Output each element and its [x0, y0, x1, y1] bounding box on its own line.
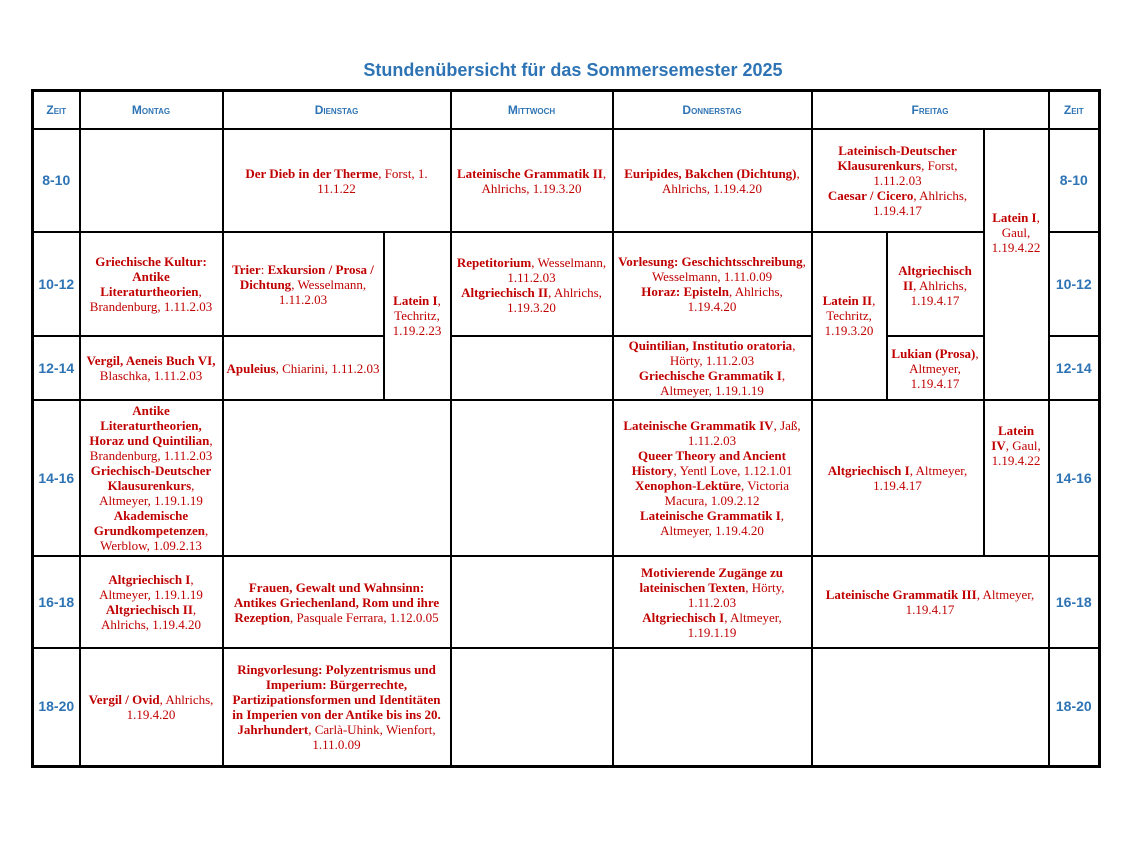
header-zeit-right: Zeit [1049, 91, 1100, 130]
row-10-12 [33, 232, 1100, 336]
course-title: Altgriechisch I [642, 609, 725, 625]
cell-di-10 [223, 232, 384, 336]
course-details: , Altmeyer, 1.19.4.20 [660, 508, 785, 538]
course-title: Altgriechisch I [108, 572, 191, 587]
course-title: Trier [232, 261, 261, 277]
course-entry [227, 166, 447, 196]
course-title: Xenophon-Lektüre [635, 478, 741, 493]
course-title: Latein I [992, 210, 1037, 225]
course-details: Blaschka, 1.11.2.03 [99, 368, 203, 383]
course-entry [988, 210, 1045, 255]
course-entry [891, 263, 980, 308]
course-details: , Altmeyer, 1.19.1.19 [99, 572, 203, 602]
course-details: , Ahlrichs, 1.19.3.20 [481, 165, 607, 196]
course-title: Queer Theory and Ancient History [631, 448, 786, 478]
course-entry [227, 262, 380, 307]
cell-mi-10 [451, 232, 613, 336]
course-details: , Forst, 1. 11.1.22 [317, 165, 428, 196]
row-16-18 [33, 556, 1100, 648]
course-entry [617, 565, 808, 610]
course-entry [617, 508, 808, 538]
course-details: , Techritz, 1.19.2.23 [392, 293, 442, 338]
course-entry [227, 361, 380, 376]
cell-di-latein1 [384, 232, 451, 400]
cell-do-12 [613, 336, 812, 400]
course-entry [816, 143, 980, 188]
header-row [33, 91, 1100, 130]
course-title: Griechisch-Deutscher Klausurenkurs [90, 463, 212, 493]
course-entry [84, 254, 219, 314]
course-title: Lateinische Grammatik III [825, 587, 977, 602]
course-title: Latein I [393, 293, 438, 308]
time-cell: 12-14 [33, 336, 80, 400]
header-dienstag: Dienstag [223, 91, 451, 130]
course-details: , Hörty, 1.11.2.03 [687, 579, 785, 610]
cell-di-16 [223, 556, 451, 648]
course-entry [617, 478, 808, 508]
row-12-14 [33, 336, 1100, 400]
cell-fr-12 [887, 336, 984, 400]
course-details: , Gaul, 1.19.4.22 [991, 210, 1041, 255]
course-title: Griechische Grammatik I [638, 368, 782, 383]
cell-do-18 [613, 648, 812, 766]
course-title: Lateinische Grammatik II [456, 165, 603, 181]
cell-fr-16 [812, 556, 1049, 648]
course-details: , Victoria Macura, 1.09.2.12 [664, 478, 790, 508]
course-details: , Techritz, 1.19.3.20 [824, 293, 876, 338]
course-entry [227, 580, 447, 625]
course-title: Altgriechisch I [827, 463, 910, 478]
cell-mo-16 [80, 556, 223, 648]
course-title: Griechische Kultur: Antike Literaturtheorien [95, 254, 207, 299]
course-details: , Altmeyer, 1.19.4.17 [873, 463, 968, 493]
course-title: Lukian (Prosa) [891, 345, 976, 361]
header-donnerstag: Donnerstag [613, 91, 812, 130]
course-details: , Brandenburg, 1.11.2.03 [89, 433, 213, 463]
header-montag: Montag [80, 91, 223, 130]
course-entry [617, 254, 808, 284]
course-details: , Yentl Love, 1.12.1.01 [673, 463, 793, 478]
cell-mo-12 [80, 336, 223, 400]
course-title: Repetitorium [456, 255, 532, 270]
course-entry [84, 403, 219, 463]
course-title: Caesar / Cicero [827, 188, 914, 203]
course-title: Exkursion / Prosa / Dichtung [239, 261, 374, 292]
time-cell: 18-20 [33, 648, 80, 766]
course-entry [617, 284, 808, 314]
time-cell: 10-12 [33, 232, 80, 336]
cell-mi-12 [451, 336, 613, 400]
time-cell: 8-10 [33, 129, 80, 232]
course-entry [388, 293, 447, 338]
course-title: Altgriechisch II [105, 602, 193, 617]
course-details: , Ahlrichs, 1.19.4.17 [910, 278, 967, 308]
cell-fr-18 [812, 648, 1049, 766]
course-details: , Forst, 1.11.2.03 [873, 158, 958, 188]
course-entry [617, 448, 808, 478]
course-entry [617, 338, 808, 368]
time-cell-right: 14-16 [1049, 400, 1100, 556]
time-cell-right: 10-12 [1049, 232, 1100, 336]
cell-mi-16 [451, 556, 613, 648]
course-details: , Jaß, 1.11.2.03 [687, 418, 801, 448]
course-details: , Altmeyer, 1.19.4.17 [905, 587, 1035, 617]
cell-do-16 [613, 556, 812, 648]
course-entry [617, 368, 808, 398]
cell-di-14 [223, 400, 451, 556]
time-cell-right: 8-10 [1049, 129, 1100, 232]
course-details: , Wesselmann, 1.11.0.09 [651, 254, 806, 284]
course-entry [455, 166, 609, 196]
cell-mi-14 [451, 400, 613, 556]
course-title: Der Dieb in der Therme [245, 165, 379, 181]
course-entry [816, 463, 980, 493]
course-details: , Wesselmann, 1.11.2.03 [278, 276, 367, 307]
course-details: , Ahlrichs, 1.19.4.20 [100, 602, 202, 632]
course-details: , Brandenburg, 1.11.2.03 [89, 284, 213, 314]
course-details: , Chiarini, 1.11.2.03 [275, 360, 380, 376]
page-title: Stundenübersicht für das Sommersemester 2025 [363, 60, 783, 80]
cell-di-12 [223, 336, 384, 400]
course-entry [84, 602, 219, 632]
cell-di-18 [223, 648, 451, 766]
course-details: , Altmeyer, 1.19.1.19 [99, 478, 203, 508]
course-entry [816, 293, 883, 338]
cell-di-8 [223, 129, 451, 232]
cell-fr-8 [812, 129, 984, 232]
cell-fr-latein4 [984, 400, 1049, 556]
course-details: , Werblow, 1.09.2.13 [100, 523, 209, 553]
course-details: , Ahlrichs, 1.19.4.20 [662, 165, 800, 196]
time-cell-right: 12-14 [1049, 336, 1100, 400]
course-title: Frauen, Gewalt und Wahnsinn: Antikes Griechenland, Rom und ihre Rezeption [233, 579, 440, 625]
course-title: Vergil, Aeneis Buch VI, [86, 353, 216, 368]
course-entry [455, 255, 609, 285]
course-title: Lateinische Grammatik I [639, 508, 781, 523]
row-14-16 [33, 400, 1100, 556]
cell-mo-14 [80, 400, 223, 556]
course-details: , Ahlrichs, 1.19.4.17 [873, 188, 968, 218]
course-title: Antike Literaturtheorien, Horaz und Quintilian [89, 403, 210, 448]
course-entry [617, 418, 808, 448]
course-entry [84, 463, 219, 508]
course-details: , Ahlrichs, 1.19.3.20 [507, 285, 602, 315]
course-details: , Altmeyer, 1.19.1.19 [660, 368, 786, 398]
cell-do-10 [613, 232, 812, 336]
cell-fr-latein2 [812, 232, 887, 400]
row-8-10 [33, 129, 1100, 232]
course-entry [227, 662, 447, 752]
course-details: , Altmeyer, 1.19.1.19 [687, 609, 782, 640]
time-cell-right: 18-20 [1049, 648, 1100, 766]
course-title: Latein IV [991, 423, 1035, 453]
cell-mo-8 [80, 129, 223, 232]
course-details: , Ahlrichs, 1.19.4.20 [687, 284, 783, 314]
course-title: Vorlesung: Geschichtsschreibung [618, 254, 803, 269]
course-details: : [260, 261, 268, 277]
course-title: Latein II [822, 293, 873, 308]
course-title: Ringvorlesung: Polyzentrismus und Imperium: Bürgerrechte, Partizipationsformen und Identitäten in Imperien von der Antike bis ins 20. Jahrhundert [232, 661, 441, 737]
time-cell: 16-18 [33, 556, 80, 648]
cell-fr-10 [887, 232, 984, 336]
course-title: Altgriechisch II [898, 263, 972, 293]
course-details: , Altmeyer, 1.19.4.17 [909, 345, 979, 391]
course-entry [816, 587, 1045, 617]
course-title: Horaz: Episteln [641, 284, 729, 299]
cell-mo-18 [80, 648, 223, 766]
course-details: , Carlà-Uhink, Wienfort, 1.11.0.09 [308, 721, 436, 752]
course-details: , Gaul, 1.19.4.22 [991, 438, 1041, 468]
header-mittwoch: Mittwoch [451, 91, 613, 130]
course-entry [617, 610, 808, 640]
time-cell: 14-16 [33, 400, 80, 556]
course-entry [84, 692, 219, 722]
cell-do-14 [613, 400, 812, 556]
cell-mi-8 [451, 129, 613, 232]
cell-mo-10 [80, 232, 223, 336]
course-title: Apuleius [226, 360, 276, 376]
time-cell-right: 16-18 [1049, 556, 1100, 648]
cell-fr-14 [812, 400, 984, 556]
course-title: Vergil / Ovid [88, 691, 160, 707]
course-title: Akademische Grundkompetenzen [93, 508, 205, 538]
course-details: , Pasquale Ferrara, 1.12.0.05 [289, 609, 439, 625]
course-title: Motivierende Zugänge zu lateinischen Texten [639, 564, 784, 595]
course-entry [84, 353, 219, 383]
course-entry [988, 423, 1045, 468]
cell-fr-latein1 [984, 129, 1049, 400]
cell-mi-18 [451, 648, 613, 766]
course-title: Quintilian, Institutio oratoria [628, 338, 793, 353]
header-freitag: Freitag [812, 91, 1049, 130]
course-title: Lateinisch-Deutscher Klausurenkurs [837, 143, 957, 173]
row-18-20 [33, 648, 1100, 766]
course-entry [84, 572, 219, 602]
course-title: Altgriechisch II [461, 285, 549, 300]
course-title: Lateinische Grammatik IV [623, 418, 774, 433]
header-zeit: Zeit [33, 91, 80, 130]
course-details: , Ahlrichs, 1.19.4.20 [126, 691, 214, 722]
course-entry [617, 166, 808, 196]
course-title: Euripides, Bakchen (Dichtung) [624, 165, 797, 181]
course-details: , Wesselmann, 1.11.2.03 [507, 255, 607, 285]
course-entry [455, 285, 609, 315]
course-details: , Hörty, 1.11.2.03 [669, 338, 796, 368]
cell-do-8 [613, 129, 812, 232]
timetable [31, 89, 1101, 768]
course-entry [891, 346, 980, 391]
course-entry [816, 188, 980, 218]
course-entry [84, 508, 219, 553]
